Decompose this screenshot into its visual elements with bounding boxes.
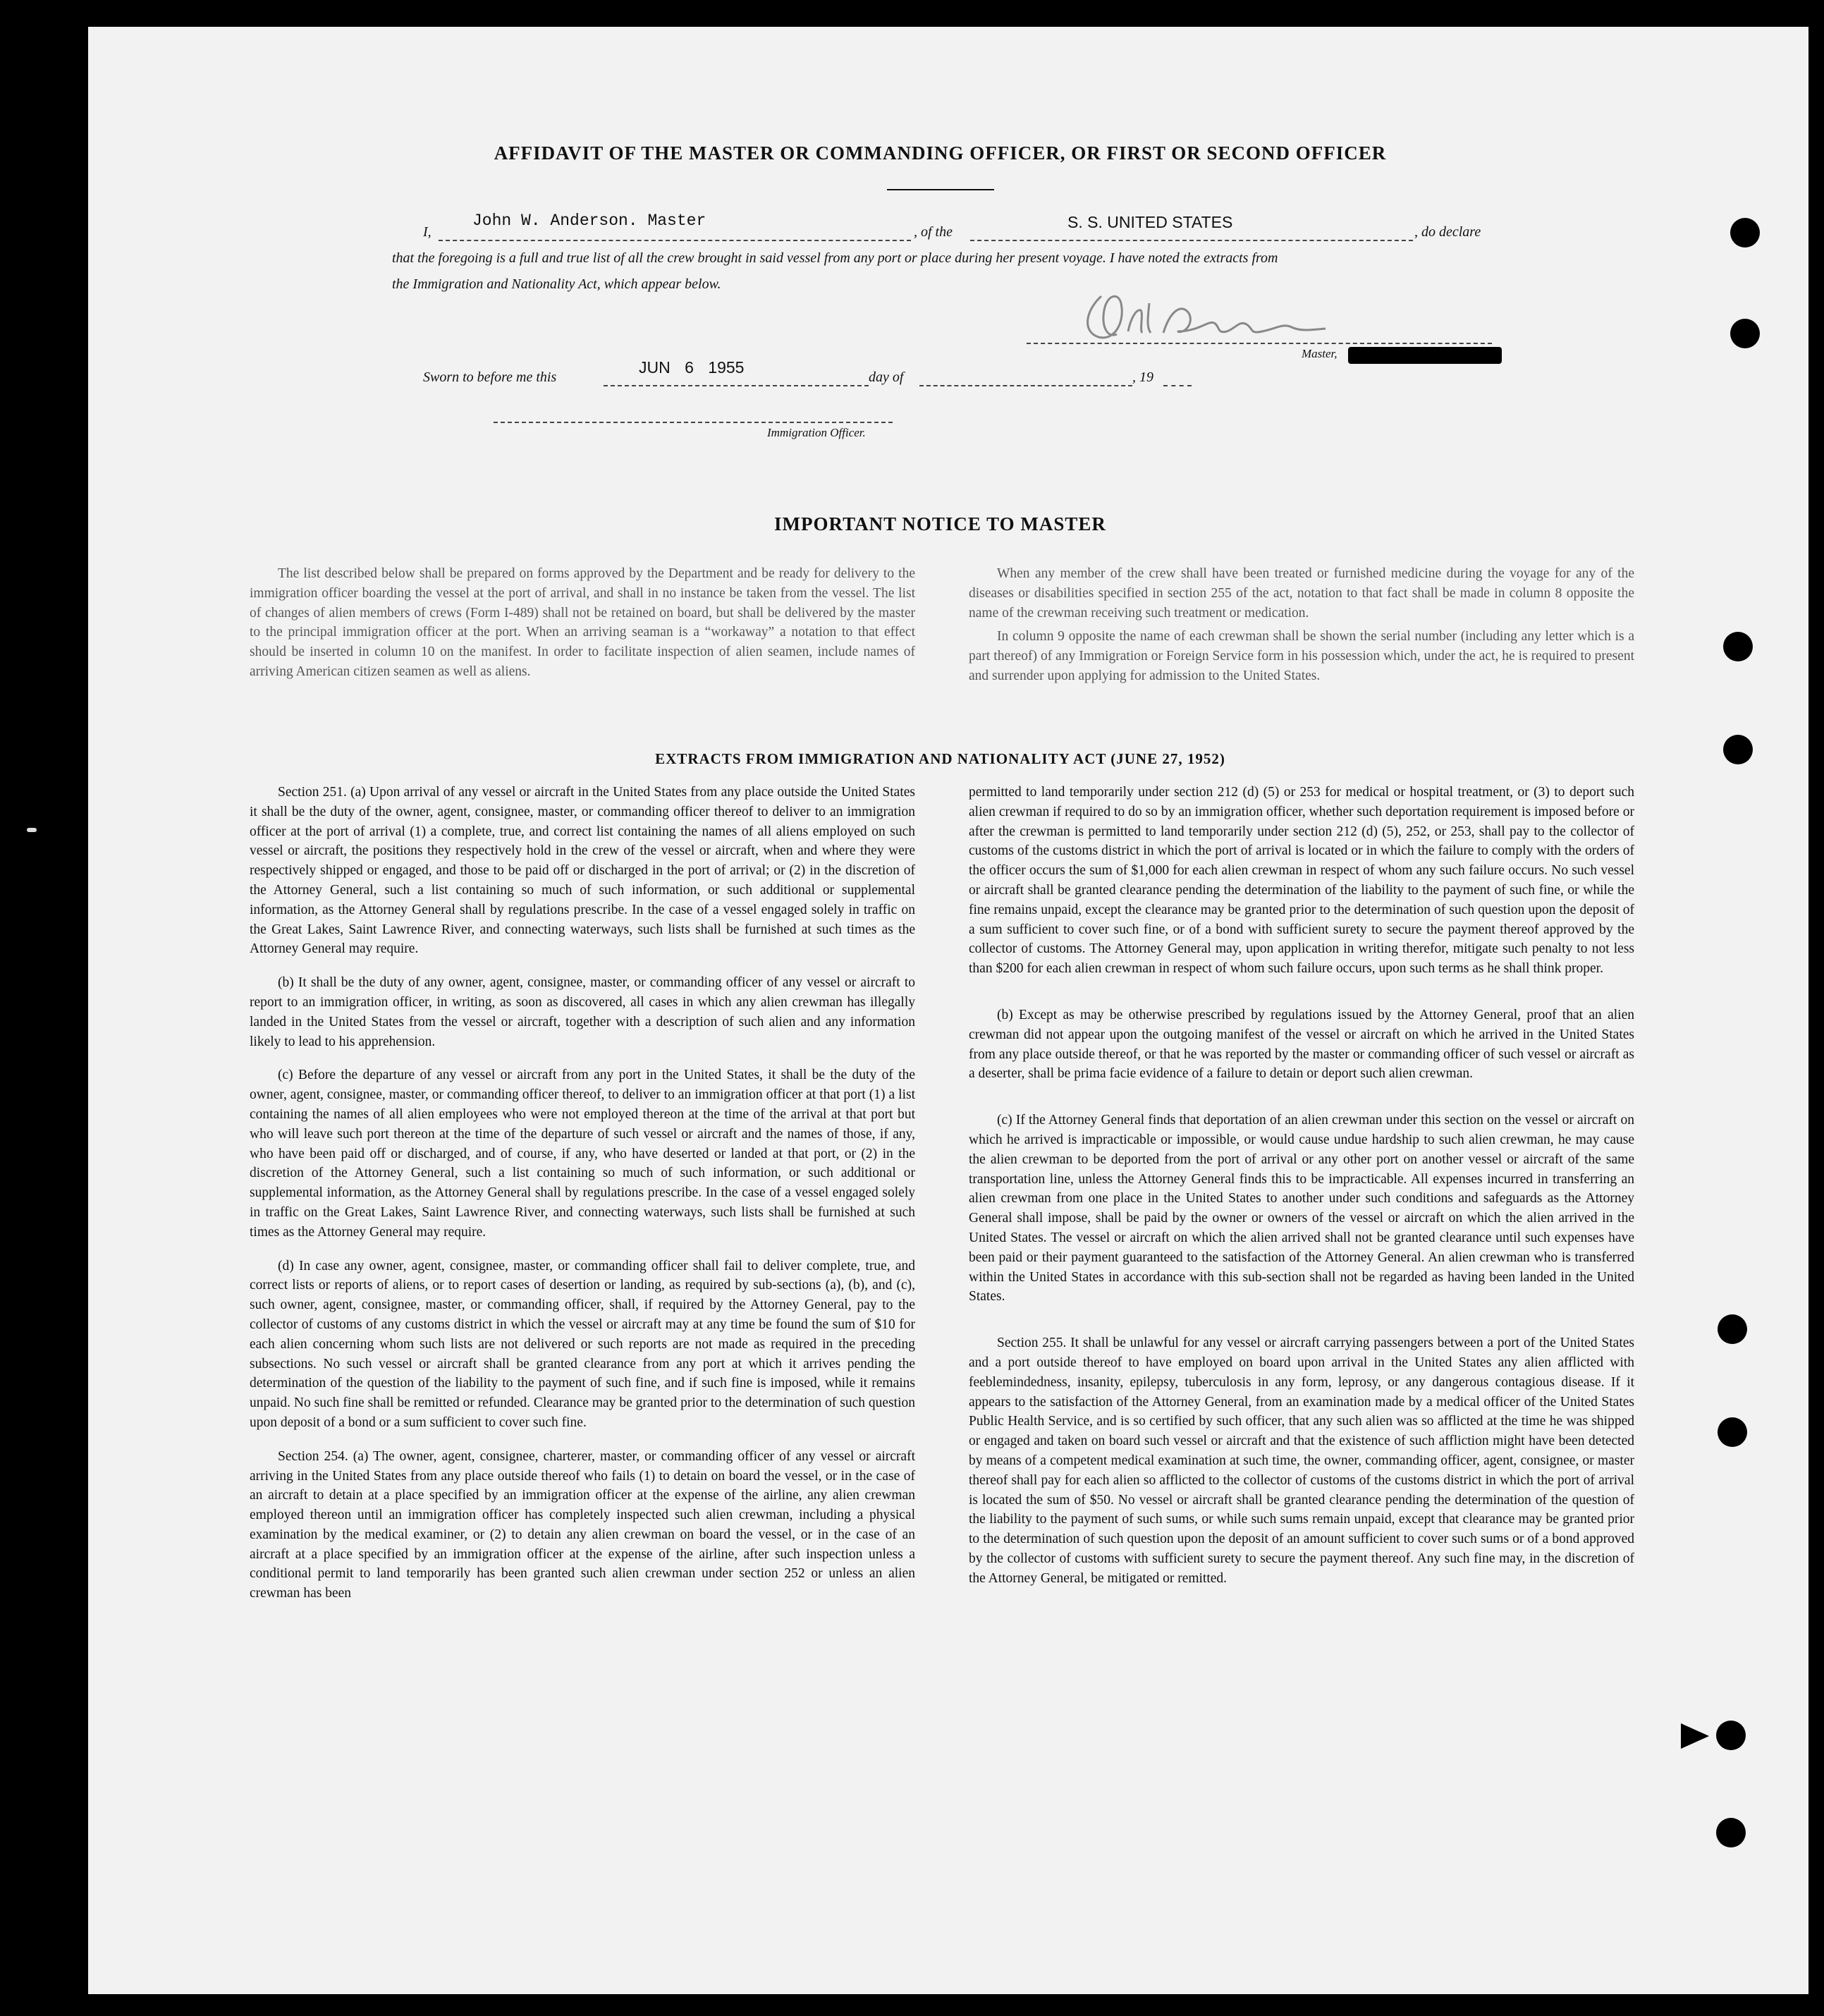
vessel-name: S. S. UNITED STATES [1067,213,1233,231]
act-paragraph: (b) It shall be the duty of any owner, agent, consignee, master, or commanding officer of any vessel or aircraft to report to an immigration officer, in writing, as soon as discovered, all cases in which any alien crewman has illegally landed in the United States from the vessel or aircraft, together with a description of such alien and any information likely to lead to his apprehension. [250,975,915,1049]
punch-hole [1718,1314,1747,1344]
sworn-label: Sworn to before me this [423,369,557,385]
sworn-date-stamp: JUN 6 1955 [639,358,745,377]
declarant-line [439,240,911,241]
extracts-left-column [250,783,915,1603]
declarant-name: John W. Anderson. Master [472,212,706,230]
officer-signature-line [494,422,893,423]
act-paragraph: (c) If the Attorney General finds that deportation of an alien crewman under this section on the vessel or aircraft on which he arrived is impracticable or impossible, or would cause undue hardship to such alien crewman, he may cause the alien crewman to be deported from the port of arrival or any other port on another vessel or aircraft of the same transportation line, unless the Attorney General finds this to be impracticable. All expenses incurred in transferring an alien crewman from one place in the United States to another under such conditions and safeguards as the Attorney General shall impose, shall be paid by the owner or owners of the vessel or aircraft on which the alien arrived in the United States. The vessel or aircraft on which the alien arrived shall not be granted clearance until such expenses have been paid or their payment guaranteed to the satisfaction of the Attorney General. An alien crewman who is transferred within the United States in accordance with this sub-section shall not be regarded as having been landed in the United States. [969,1113,1634,1305]
punch-hole [1730,319,1760,348]
master-signature [1058,282,1389,353]
affidavit-statement-2: the Immigration and Nationality Act, which appear below. [392,276,721,292]
punch-hole [1716,1818,1746,1847]
affidavit-statement: that the foregoing is a full and true list of all the crew brought in said vessel from any port or place during her present voyage. I have noted the extracts from [392,250,1278,266]
scan-artifact [27,828,37,832]
arrow-marker-icon [1681,1723,1709,1749]
year-prefix: , 19 [1132,369,1153,385]
act-paragraph: Section 255. It shall be unlawful for any vessel or aircraft carrying passengers between a port of the United States and a port outside thereof to have employed on board upon arrival in the United States any alien afflicted with feeblemindedness, insanity, epilepsy, tuberculosis in any form, leprosy, or any dangerous contagious disease. If it appears to the satisfaction of the Attorney General, from an examination made by a medical officer of the United States Public Health Service, and is so certified by such officer, that any such alien was so afflicted at the time he was shipped or engaged and taken on board such vessel or aircraft and that the existence of such affliction might have been detected by means of a competent medical examination at such time, the owner, commanding officer, agent, consignee, or master thereof shall pay for each alien so afflicted to the collector of customs of the customs district in which the port of arrival is located the sum of $50. No vessel or aircraft shall be granted clearance pending the determination of the question of the liability to the payment of such sums, or while such sums remain unpaid, except that clearance may be granted prior to the determination of such question upon the deposit of an amount sufficient to cover such sums or of a bond approved by the collector of customs with sufficient surety to secure the payment thereof. Any such fine may, in the discretion of the Attorney General, be mitigated or remitted. [969,1336,1634,1586]
notice-left-column [250,564,915,682]
act-paragraph: permitted to land temporarily under section 212 (d) (5) or 253 for medical or hospital treatment, or (3) to deport such alien crewman if required to do so by an immigration officer, whether such deportation requirement is imposed before or after the crewman is permitted to land temporarily under section 212 (d) (5), 252, or 253, shall pay to the collector of customs of the customs district in which the port of arrival is located or in which the failure to comply with the orders of the officer occurs the sum of $1,000 for each alien crewman in respect of whom any such failure occurs. No such vessel or aircraft shall be granted clearance pending the determination of the liability to the payment of such fine, or while the fine remains unpaid, except the clearance may be granted prior to the determination of such question upon the deposit of a sum sufficient to cover such fine, or of a bond with sufficient surety to secure the payment thereof approved by the collector of customs. The Attorney General may, upon application in writing therefor, mitigate such penalty to not less than $200 for each alien crewman in respect of whom such failure occurs, upon such terms as he shall think proper. [969,785,1634,977]
punch-hole [1723,632,1753,661]
month-line [919,385,1132,386]
act-paragraph: (b) Except as may be otherwise prescribed by regulations issued by the Attorney General, proof that an alien crewman did not appear upon the outgoing manifest of the vessel or aircraft on which he arrived in the United States from any place outside thereof, or that he was reported by the master or commanding officer of such vessel or aircraft as a deserter, shall be prima facie evidence of a failure to detain or deport such alien crewman. [969,1007,1634,1082]
day-of-label: day of [869,369,904,385]
act-paragraph: (c) Before the departure of any vessel or aircraft from any port in the United States, it shall be the duty of the owner, agent, consignee, master, or commanding officer thereof, to deliver to an immigration officer at that port (1) a list containing the names of all alien employees who were not employed thereon at the time of the arrival at that port but who will leave such port thereon at the time of the departure of such vessel or aircraft and the names of those, if any, who have been paid off or discharged, and of course, if any, who have deserted or landed at that port, or (2) in the discretion of the Attorney General, such a list containing so much of such information, or such additional or supplemental information, as the Attorney General shall by regulations prescribe. In the case of a vessel engaged solely in traffic on the Great Lakes, Saint Lawrence River, and connecting waterways, such lists shall be furnished at such times as the Attorney General may require. [250,1068,915,1240]
punch-hole [1730,218,1760,248]
notice-title: IMPORTANT NOTICE TO MASTER [774,513,1106,534]
notice-paragraph: When any member of the crew shall have been treated or furnished medicine during the voyage for any of the diseases or disabilities specified in section 255 of the act, notation to that fact shall be made in column 8 opposite the name of the crewman receiving such treatment or medication. [969,566,1634,621]
extracts-right-column [969,783,1634,1588]
of-the-label: , of the [914,224,953,240]
act-paragraph: Section 254. (a) The owner, agent, consignee, charterer, master, or commanding officer of any vessel or aircraft arriving in the United States from any place outside thereof who fails (1) to detain on board the vessel, or in the case of an aircraft to detain at a place specified by an immigration officer at the expense of the airline, any alien crewman employed thereon until an immigration officer has completely inspected such alien crewman, including a physical examination by the medical examiner, or (2) to detain any alien crewman on board the vessel, or in the case of an aircraft at a place specified by an immigration officer at the expense of the airline, after such inspection unless a conditional permit to land temporarily has been granted such alien crewman under section 252 or unless an alien crewman has been [250,1448,915,1601]
vessel-line [970,240,1413,241]
do-declare-label: , do declare [1414,224,1481,240]
notice-right-column [969,564,1634,686]
sworn-date-line [604,385,869,386]
signature-line [1027,343,1492,344]
master-label: Master, [1302,347,1338,360]
act-paragraph: Section 251. (a) Upon arrival of any vessel or aircraft in the United States from any place outside the United States it shall be the duty of the owner, agent, consignee, master, or commanding officer thereof to deliver to an immigration officer at the port of arrival (1) a complete, true, and correct list containing the names of all aliens employed on such vessel or aircraft, the positions they respectively hold in the crew of the vessel or aircraft, when and where they were respectively shipped or engaged, and those to be paid off or discharged in the port of arrival; or (2) in the discretion of the Attorney General, such a list containing so much of such information, or such additional or supplemental information, as the Attorney General shall by regulations prescribe. In the case of a vessel engaged solely in traffic on the Great Lakes, Saint Lawrence River, and connecting waterways, such lists shall be furnished at such times as the Attorney General may require. [250,785,915,957]
act-paragraph: (d) In case any owner, agent, consignee, master, or commanding officer shall fail to deliver complete, true, and correct lists or reports of aliens, or to report cases of desertion or landing, as required by sub-sections (a), (b), and (c), such owner, agent, consignee, master, or commanding officer, shall, if required by the Attorney General, pay to the collector of customs of any customs district in which the vessel or aircraft may at any time be found the sum of $10 for each alien concerning whom such lists are not delivered or such reports are not made as required in the preceding subsections. No such vessel or aircraft shall be granted clearance from any port at which it arrives pending the determination of the question of the liability to the payment of such fine, and if such fine is imposed, while it remains unpaid. No such fine shall be remitted or refunded. Clearance may be granted prior to the determination of such question upon deposit of a bond or a sum sufficient to cover such fine. [250,1258,915,1430]
i-label: I, [423,224,431,240]
punch-hole [1716,1721,1746,1750]
extracts-title: EXTRACTS FROM IMMIGRATION AND NATIONALITY ACT (JUNE 27, 1952) [655,750,1225,767]
title-underline [887,189,994,190]
affidavit-title: AFFIDAVIT OF THE MASTER OR COMMANDING OFFICER, OR FIRST OR SECOND OFFICER [494,142,1387,164]
notice-paragraph: The list described below shall be prepared on forms approved by the Department and be ready for delivery to the immigration officer boarding the vessel at the port of arrival, and shall in no instance be taken from the vessel. The list of changes of alien members of crews (Form I-489) shall not be retained on board, but shall be delivered by the master to the principal immigration officer at the port. When an arriving seaman is a “workaway” a notation to that effect should be inserted in column 10 on the manifest. In order to facilitate inspection of alien seamen, include names of arriving American citizen seamen as well as aliens. [250,566,915,679]
notice-paragraph: In column 9 opposite the name of each crewman shall be shown the serial number (including any letter which is a part thereof) of any Immigration or Foreign Service form in his possession which, under the act, he is required to present and surrender upon applying for admission to the United States. [969,629,1634,683]
punch-hole [1718,1417,1747,1447]
redaction-bar [1348,347,1502,364]
year-line [1163,385,1192,386]
officer-label: Immigration Officer. [767,426,866,439]
